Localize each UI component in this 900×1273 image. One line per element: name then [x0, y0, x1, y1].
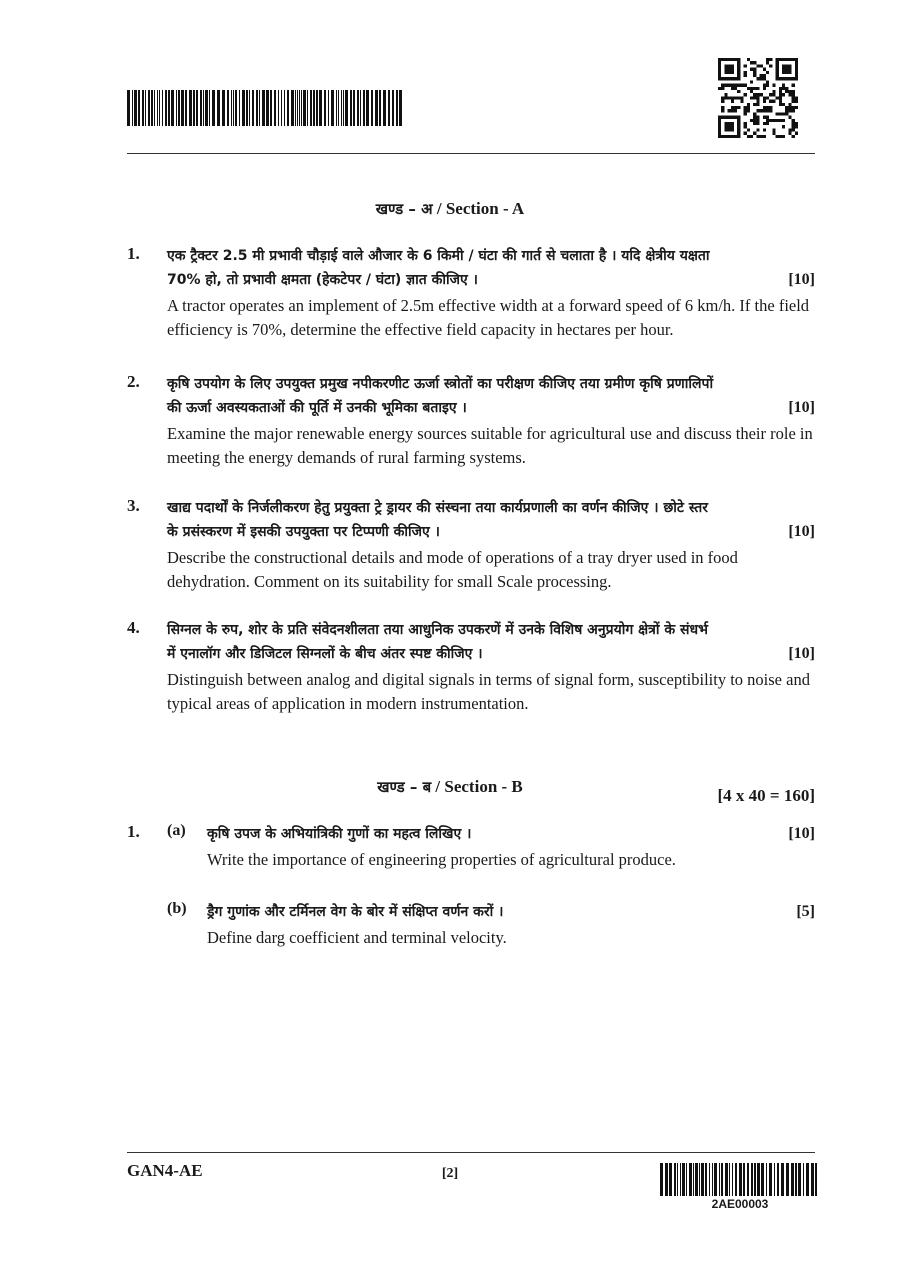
part-label: (b): [167, 900, 187, 917]
page-number: [2]: [441, 1166, 459, 1181]
question-number: 2.: [127, 372, 140, 391]
section-a-heading-en: Section - A: [445, 199, 525, 218]
part-hindi: कृषि उपज के अभियांत्रिकी गुणों का महत्व लिखिए । [10]: [207, 822, 815, 846]
part-hindi: ड्रैग गुणांक और टर्मिनल वेग के बोर में संक्षिप्त वर्णन करों । [5]: [207, 900, 815, 924]
question-marks: [10]: [788, 399, 815, 416]
question-b1b: [127, 900, 815, 950]
question-a4: [127, 618, 815, 716]
question-number: 4.: [127, 618, 140, 637]
section-b-heading-en: Section - B: [444, 777, 523, 796]
header-rule: [127, 153, 815, 154]
question-a2: [127, 372, 815, 470]
question-english: Describe the constructional details and mode of operations of a tray dryer used in food dehydration. Comment on its suitability for small Scale processing.: [167, 548, 738, 591]
question-english: Examine the major renewable energy sources suitable for agricultural use and discuss their role in meeting the energy demands of rural farming systems.: [167, 424, 813, 467]
part-english: Write the importance of engineering properties of agricultural produce.: [207, 850, 676, 869]
question-marks: [10]: [788, 271, 815, 288]
bottom-barcode: [660, 1163, 820, 1196]
question-b1a: [127, 822, 815, 872]
question-english: A tractor operates an implement of 2.5m effective width at a forward speed of 6 km/h. If the field efficiency is 70%, determine the effective field capacity in hectares per hour.: [167, 296, 810, 339]
question-b1-number: 1.: [127, 822, 140, 841]
footer-rule: [127, 1152, 815, 1153]
qr-code: [718, 58, 798, 138]
question-hindi: खाद्य पदार्थों के निर्जलीकरण हेतु प्रयुक्ता ट्रे ड्रायर की संस्चना तया कार्यप्रणाली का वर्णन कीजिए । छोटे स्तर के प्रसंस्करण में इसकी उपयुक्ता पर टिप्पणी कीजिए । [10]: [167, 496, 815, 544]
question-a1: [127, 244, 815, 342]
part-english: Define darg coefficient and terminal velocity.: [207, 928, 507, 947]
question-number: 3.: [127, 496, 140, 515]
question-number: 1.: [127, 244, 140, 263]
part-marks: [10]: [788, 825, 815, 842]
section-b-total-marks: [4 x 40 = 160]: [717, 786, 815, 805]
question-english: Distinguish between analog and digital signals in terms of signal form, susceptibility to noise and typical areas of application in modern instrumentation.: [167, 670, 810, 713]
paper-code: GAN4-AE: [127, 1161, 203, 1180]
section-a-heading: खण्ड – अ / Section - A: [375, 199, 525, 218]
section-a-heading-hi: खण्ड – अ: [375, 200, 433, 218]
top-barcode: [127, 90, 404, 126]
section-b-heading: खण्ड – ब / Section - B: [377, 777, 523, 796]
question-marks: [10]: [788, 645, 815, 662]
question-hindi: सिग्नल के रुप, शोर के प्रति संवेदनशीलता तया आधुनिक उपकरणें में उनके विशिष अनुप्रयोग क्षेत्रों के संधर्भ में एनालॉग और डिजिटल सिग्नलों के बीच अंतर स्पष्ट कीजिए । [10]: [167, 618, 815, 666]
question-a3: [127, 496, 815, 594]
barcode-id: 2AE00003: [711, 1197, 769, 1211]
question-hindi: कृषि उपयोग के लिए उपयुक्त प्रमुख नपीकरणीट ऊर्जा स्त्रोतों का परीक्षण कीजिए तया ग्रमीण कृषि प्रणालिपों की ऊर्जा अवस्यकताओं की पूर्ति में उनकी भूमिका बताइए । [10]: [167, 372, 815, 420]
part-marks: [5]: [796, 903, 815, 920]
question-hindi: एक ट्रैक्टर 2.5 मी प्रभावी चौड़ाई वाले औजार के 6 किमी / घंटा की गार्त से चलाता है । यदि क्षेत्रीय यक्षता 70% हो, तो प्रभावी क्षमता (हेकटेपर / घंटा) ज्ञात कीजिए । [10]: [167, 244, 815, 292]
question-marks: [10]: [788, 523, 815, 540]
section-b-heading-hi: खण्ड – ब: [377, 778, 432, 796]
part-label: (a): [167, 822, 186, 839]
